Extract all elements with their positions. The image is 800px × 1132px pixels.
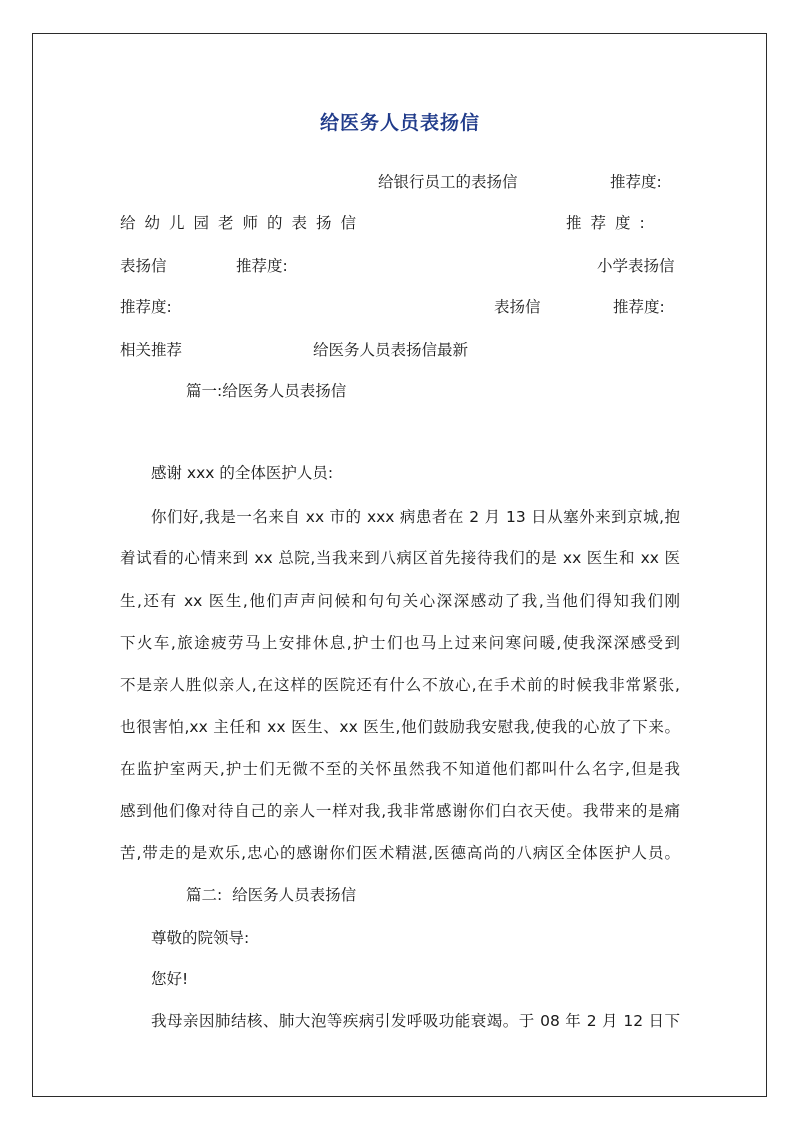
recommend-rating-label: 推荐度: [120,298,172,316]
letter-salutation: 尊敬的院领导: [151,929,250,947]
letter-line: 我母亲因肺结核、肺大泡等疾病引发呼吸功能衰竭。于 08 年 2 月 12 日下 [151,1012,680,1030]
letter-line: 你们好,我是一名来自 xx 市的 xxx 病患者在 2 月 13 日从塞外来到京城,抱 [151,508,680,526]
related-recommend-label: 相关推荐 [120,341,183,359]
section-heading: 篇二: 给医务人员表扬信 [186,886,357,904]
letter-line: 生,还有 xx 医生,他们声声问候和句句关心深深感动了我,当他们得知我们刚 [120,592,680,610]
letter-line: 不是亲人胜似亲人,在这样的医院还有什么不放心,在手术前的时候我非常紧张, [120,676,680,694]
recommend-rating-label: 推荐度: [610,173,662,191]
letter-line: 感到他们像对待自己的亲人一样对我,我非常感谢你们白衣天使。我带来的是痛 [120,802,680,820]
letter-greeting: 您好! [151,970,189,988]
recommend-rating-label: 推荐度: [236,257,288,275]
letter-line: 着试看的心情来到 xx 总院,当我来到八病区首先接待我们的是 xx 医生和 xx 医 [120,549,680,567]
related-link-praise-letter[interactable]: 表扬信 [494,298,541,316]
recommend-rating-label: 推荐度: [613,298,665,316]
recommend-rating-label: 推荐度: [566,214,654,232]
letter-line: 在监护室两天,护士们无微不至的关怀虽然我不知道他们都叫什么名字,但是我 [120,760,680,778]
related-link-bank-staff[interactable]: 给银行员工的表扬信 [378,173,518,191]
section-heading: 篇一:给医务人员表扬信 [186,382,347,400]
related-link-praise-letter[interactable]: 表扬信 [120,257,167,275]
letter-line: 也很害怕,xx 主任和 xx 医生、xx 医生,他们鼓励我安慰我,使我的心放了下来。 [120,718,680,736]
letter-salutation: 感谢 xxx 的全体医护人员: [151,464,334,482]
letter-line: 下火车,旅途疲劳马上安排休息,护士们也马上过来问寒问暖,使我深深感受到 [120,634,680,652]
letter-line: 苦,带走的是欢乐,忠心的感谢你们医术精湛,医德高尚的八病区全体医护人员。 [120,844,680,862]
related-link-kindergarten-teacher[interactable]: 给幼儿园老师的表扬信 [120,214,366,232]
related-link-medical-staff-latest[interactable]: 给医务人员表扬信最新 [313,341,469,359]
related-link-primary-school-praise[interactable]: 小学表扬信 [597,257,675,275]
page-title: 给医务人员表扬信 [319,112,480,134]
